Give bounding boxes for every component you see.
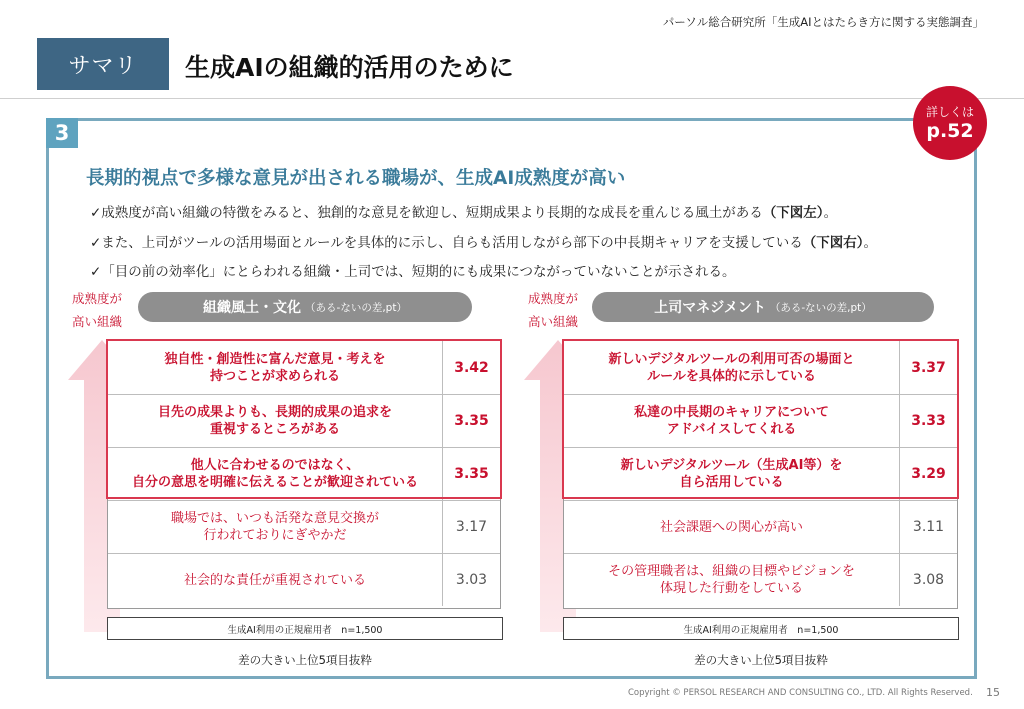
row-value: 3.29	[899, 448, 957, 500]
row-value: 3.17	[442, 501, 500, 553]
row-label: 目先の成果よりも、長期的成果の追求を 重視するところがある	[157, 405, 392, 437]
row-label: 社会的な責任が重視されている	[183, 572, 366, 588]
right-sample-box: 生成AI利用の正規雇用者 n=1,500	[563, 617, 959, 640]
source-caption: パーソル総合研究所「生成AIとはたらき方に関する実態調査」	[662, 15, 984, 29]
row-label: その管理職者は、組織の目標やビジョンを 体現した行動をしている	[608, 564, 855, 596]
section-number: 3	[46, 118, 78, 148]
row-value: 3.08	[899, 554, 957, 606]
bullet-3: ✓「目の前の効率化」にとらわれる組織・上司では、短期的にも成果につながっていないことが示される。	[90, 264, 736, 280]
row-label: 独自性・創造性に富んだ意見・考えを 持つことが求められる	[164, 351, 386, 384]
badge-line2: p.52	[926, 119, 974, 142]
badge-line1: 詳しくは	[925, 104, 974, 119]
table-row	[564, 553, 957, 606]
bullet-2: ✓また、上司がツールの活用場面とルールを具体的に示し、自らも活用しながら部下の中長期キャリアを支援している（下図右）。	[90, 235, 878, 251]
row-value: 3.35	[442, 395, 500, 447]
row-label: 私達の中長期のキャリアについて アドバイスしてくれる	[634, 405, 829, 437]
row-value: 3.03	[442, 554, 500, 606]
table-row	[564, 500, 957, 553]
page-reference-badge[interactable]	[913, 86, 987, 160]
left-maturity-label: 成熟度が 高い組織	[71, 291, 122, 329]
header-divider	[0, 98, 1024, 99]
left-sample-box: 生成AI利用の正規雇用者 n=1,500	[107, 617, 503, 640]
row-value: 3.42	[442, 341, 500, 394]
table-row	[108, 394, 500, 447]
right-chart-title: 上司マネジメント （ある-ないの差,pt）	[592, 292, 934, 322]
row-value: 3.11	[899, 501, 957, 553]
page-title: 生成AIの組織的活用のために	[185, 53, 514, 82]
table-row	[564, 447, 957, 500]
row-label: 他人に合わせるのではなく、 自分の意思を明確に伝えることが歓迎されている	[131, 458, 418, 490]
bullet-1: ✓成熟度が高い組織の特徴をみると、独創的な意見を歓迎し、短期成果より長期的な成長を重んじる風土がある（下図左）。	[90, 205, 838, 221]
row-label: 職場では、いつも活発な意見交換が 行われておりにぎやかだ	[170, 511, 379, 543]
left-chart-title: 組織風土・文化 （ある-ないの差,pt）	[138, 292, 472, 322]
row-value: 3.35	[442, 448, 500, 500]
left-note: 差の大きい上位5項目抜粋	[238, 653, 372, 667]
table-row	[108, 500, 500, 553]
row-label: 新しいデジタルツール（生成AI等）を 自ら活用している	[620, 458, 843, 490]
right-table	[563, 340, 958, 609]
table-row	[564, 341, 957, 394]
headline: 長期的視点で多様な意見が出される職場が、生成AI成熟度が高い	[86, 168, 626, 189]
row-label: 新しいデジタルツールの利用可否の場面と ルールを具体的に示している	[608, 351, 855, 384]
table-row	[108, 341, 500, 394]
row-label: 社会課題への関心が高い	[659, 519, 803, 535]
page-number: 15	[986, 686, 1000, 699]
right-note: 差の大きい上位5項目抜粋	[694, 653, 828, 667]
table-row	[564, 394, 957, 447]
summary-label: サマリ	[37, 38, 169, 90]
right-maturity-label: 成熟度が 高い組織	[527, 291, 578, 329]
table-row	[108, 447, 500, 500]
copyright: Copyright © PERSOL RESEARCH AND CONSULTING CO., LTD. All Rights Reserved.	[628, 688, 973, 698]
table-row	[108, 553, 500, 606]
row-value: 3.33	[899, 395, 957, 447]
left-table	[107, 340, 501, 609]
row-value: 3.37	[899, 341, 957, 394]
